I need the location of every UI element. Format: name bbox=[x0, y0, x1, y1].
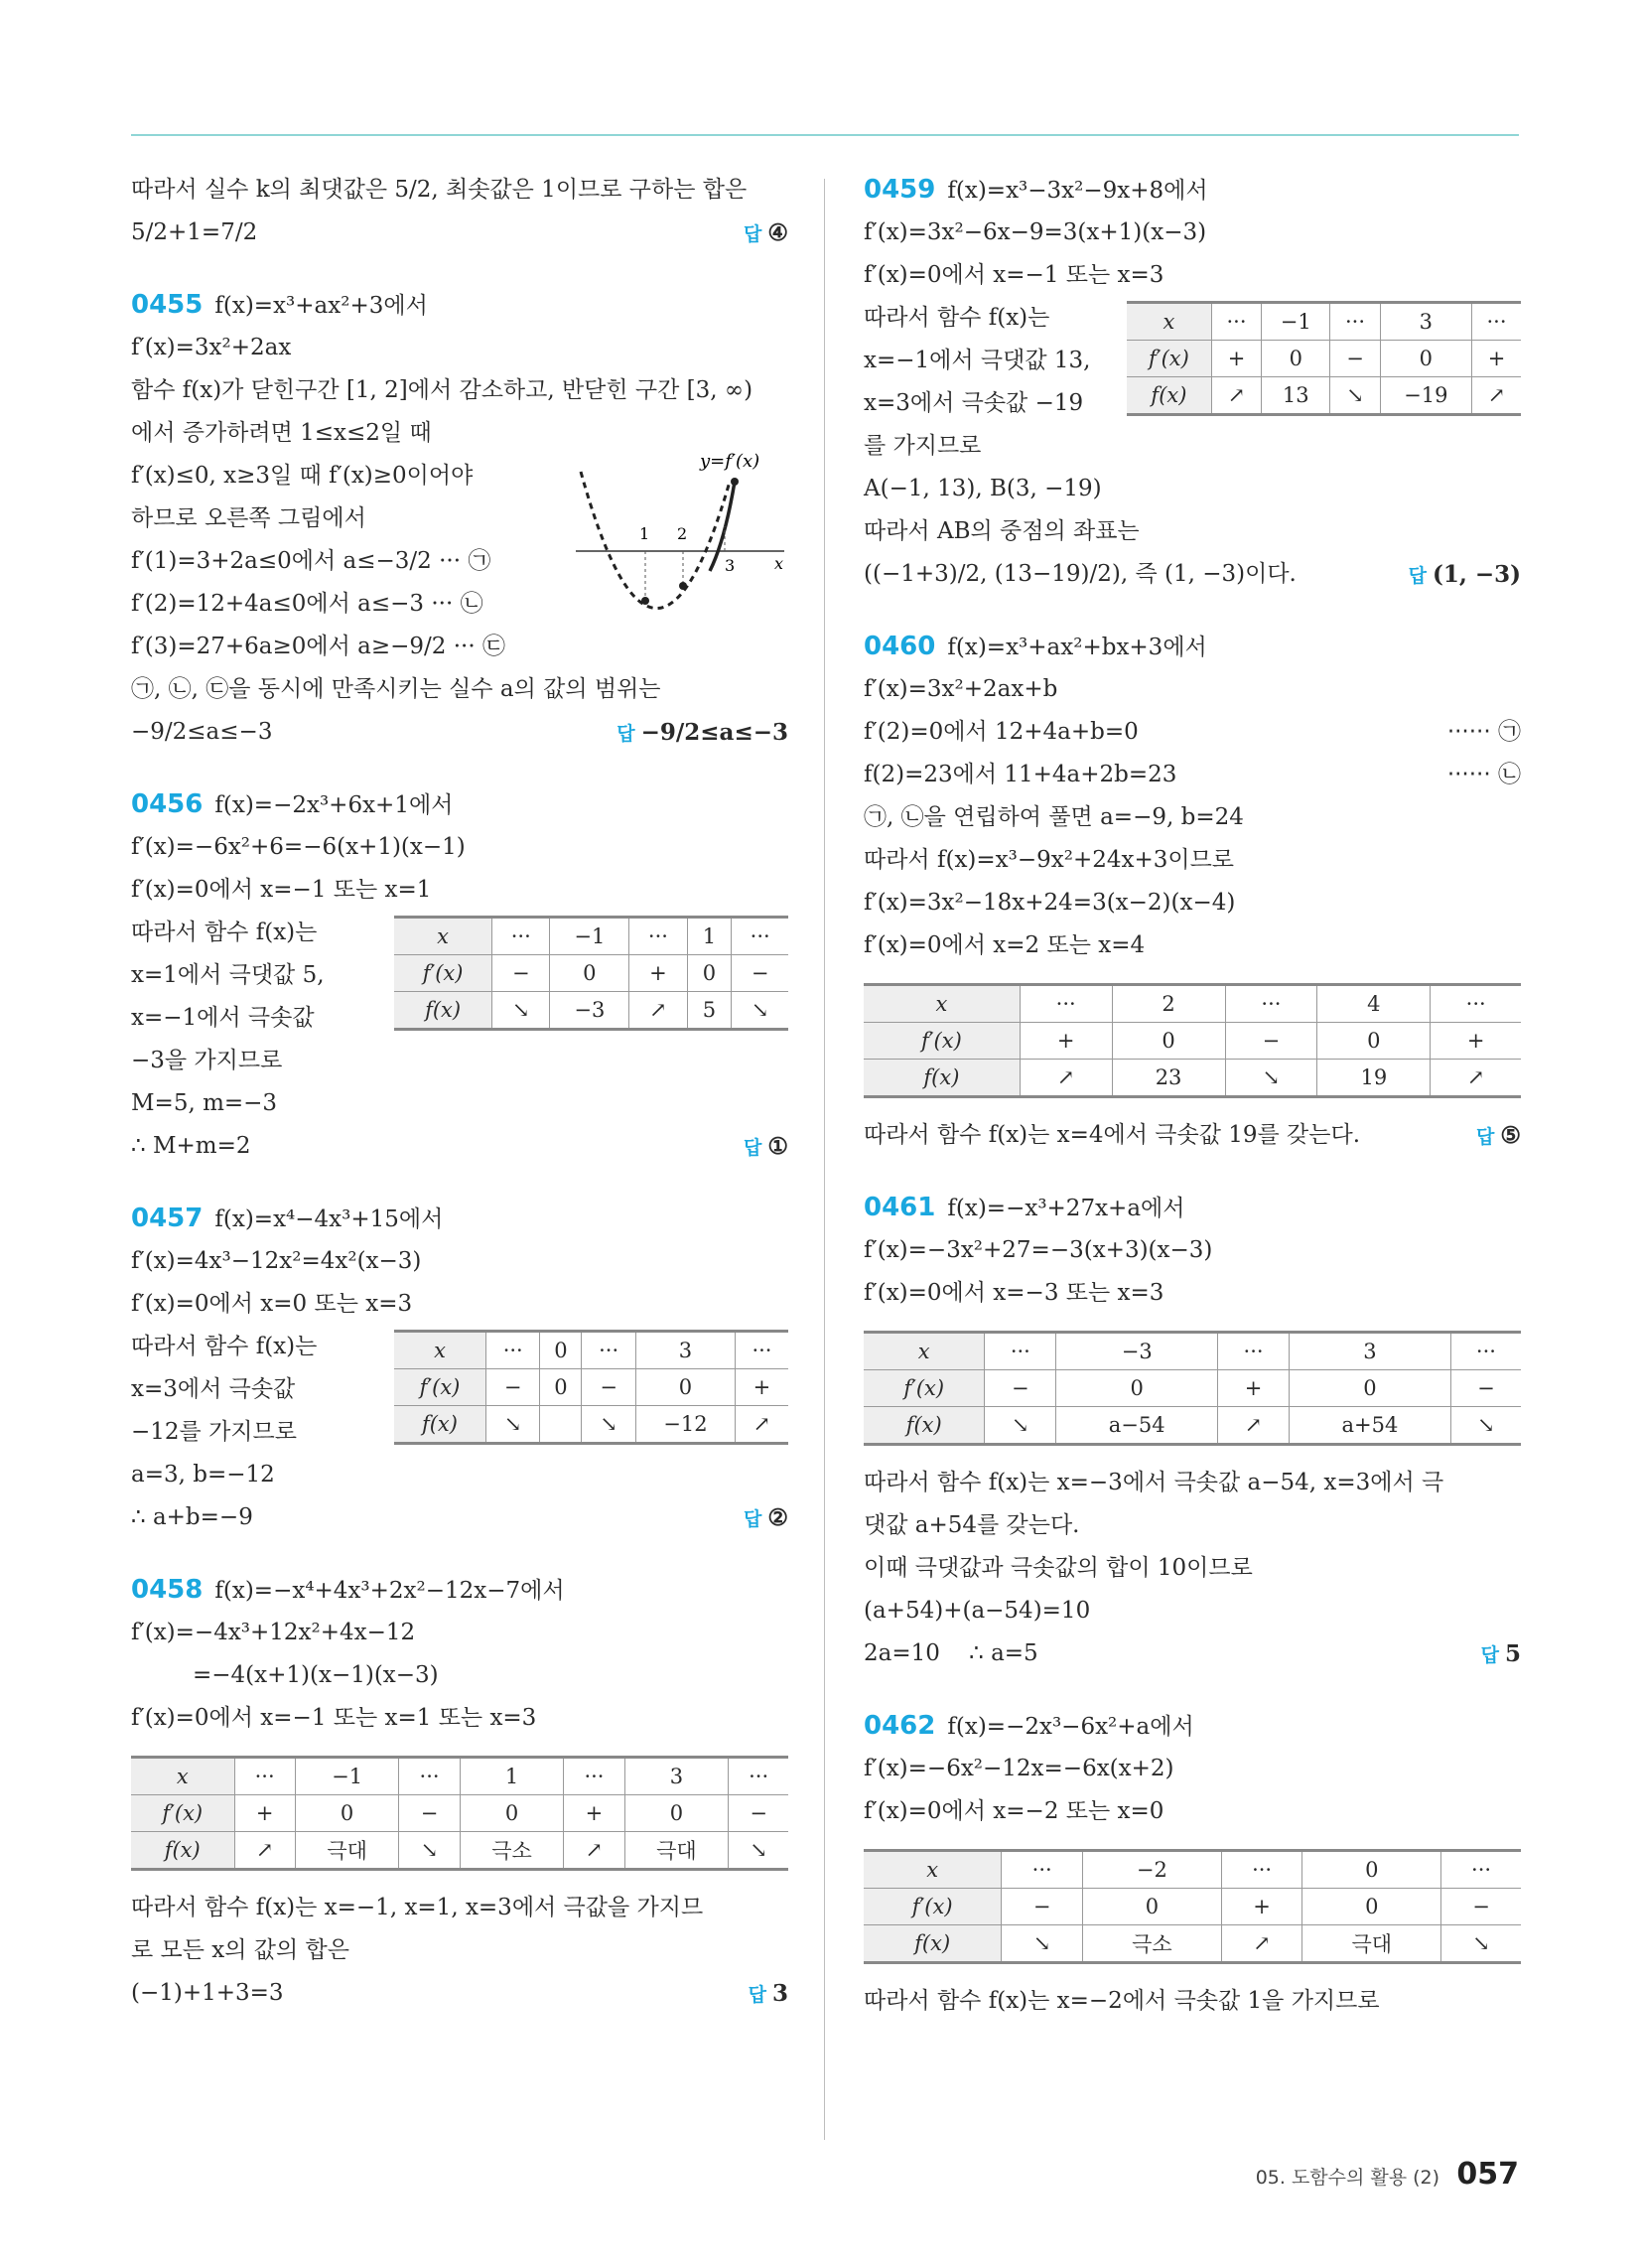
table-cell: 13 bbox=[1262, 377, 1330, 415]
table-row bbox=[394, 1369, 788, 1406]
point bbox=[641, 597, 649, 605]
table-row bbox=[864, 1060, 1521, 1097]
table-row-header: f′(x) bbox=[131, 1795, 234, 1832]
answer-value: 5 bbox=[1504, 1640, 1521, 1667]
table-cell: ··· bbox=[1472, 303, 1521, 341]
table-cell: ··· bbox=[735, 1332, 788, 1369]
table-cell: ↘ bbox=[732, 992, 788, 1030]
table-cell: ↘ bbox=[399, 1832, 460, 1870]
answer bbox=[1409, 553, 1521, 598]
table-cell: ↘ bbox=[1330, 377, 1380, 415]
table-cell: ··· bbox=[582, 1332, 635, 1369]
table-cell: 0 bbox=[635, 1369, 735, 1406]
table-cell: + bbox=[1211, 341, 1261, 377]
text-line: 따라서 AB의 중점의 좌표는 bbox=[864, 518, 1140, 544]
table-row bbox=[864, 1407, 1521, 1445]
table-cell: ↗ bbox=[1472, 377, 1521, 415]
text-line: f′(x)=0에서 x=−2 또는 x=0 bbox=[864, 1798, 1164, 1824]
answer-label: 답 bbox=[1480, 1644, 1499, 1666]
problem-0459-block bbox=[864, 297, 1521, 468]
table-row bbox=[394, 918, 788, 955]
table-cell: ↘ bbox=[985, 1407, 1056, 1445]
problem-0456-block bbox=[131, 912, 788, 1168]
table-row-header: f(x) bbox=[1127, 377, 1211, 415]
text-line: (a+54)+(a−54)=10 bbox=[864, 1598, 1091, 1624]
text-line: 따라서 f(x)=x³−9x²+24x+3이므로 bbox=[864, 847, 1235, 873]
table-cell: 극소 bbox=[1083, 1925, 1222, 1963]
problem-0458-heading bbox=[131, 1569, 788, 1612]
table-cell: − bbox=[732, 955, 788, 992]
curve-dashed bbox=[581, 472, 730, 609]
table-cell: 0 bbox=[1289, 1370, 1450, 1407]
table-cell: ··· bbox=[399, 1758, 460, 1795]
table-cell: ↗ bbox=[1218, 1407, 1290, 1445]
text-line: 를 가지므로 bbox=[864, 433, 982, 459]
text-line bbox=[131, 1496, 788, 1539]
table-cell: − bbox=[1225, 1023, 1317, 1060]
table-row-header: f′(x) bbox=[394, 955, 492, 992]
text-line: f′(x)=0에서 x=−3 또는 x=3 bbox=[864, 1280, 1164, 1306]
table-row bbox=[864, 1023, 1521, 1060]
table-row-header: x bbox=[864, 985, 1020, 1023]
table-row bbox=[131, 1758, 788, 1795]
text-line: f(x)=−x⁴+4x³+2x²−12x−7에서 bbox=[214, 1578, 565, 1604]
page-number: 057 bbox=[1456, 2157, 1519, 2192]
table-cell: − bbox=[485, 1369, 539, 1406]
table-cell: ··· bbox=[564, 1758, 624, 1795]
table-cell: − bbox=[1330, 341, 1380, 377]
table-row-header: f(x) bbox=[131, 1832, 234, 1870]
table-cell: ↘ bbox=[1450, 1407, 1521, 1445]
answer bbox=[1476, 1114, 1521, 1159]
text-line: 따라서 실수 k의 최댓값은 5/2, 최솟값은 1이므로 구하는 합은 bbox=[131, 177, 748, 203]
table-cell: ··· bbox=[234, 1758, 295, 1795]
problem-0460-heading bbox=[864, 626, 1521, 668]
point bbox=[731, 478, 739, 486]
axis-label: x bbox=[774, 554, 784, 573]
table-cell: ··· bbox=[1431, 985, 1521, 1023]
table-row-header: x bbox=[394, 1332, 485, 1369]
table-cell: ↘ bbox=[729, 1832, 788, 1870]
table-cell: 0 bbox=[1302, 1889, 1441, 1925]
table-cell: −12 bbox=[635, 1406, 735, 1444]
chapter-title: 05. 도함수의 활용 (2) bbox=[1255, 2167, 1440, 2189]
table-row bbox=[1127, 377, 1521, 415]
table-cell: ↘ bbox=[492, 992, 550, 1030]
table-cell: 0 bbox=[1056, 1370, 1218, 1407]
text-line: x=1에서 극댓값 5, bbox=[131, 962, 325, 988]
text-line: f′(x)=−3x²+27=−3(x+3)(x−3) bbox=[864, 1237, 1213, 1263]
page-footer bbox=[1256, 2157, 1519, 2192]
problem-number: 0457 bbox=[131, 1204, 204, 1233]
answer-value: ⑤ bbox=[1500, 1122, 1521, 1149]
text-line bbox=[131, 1125, 788, 1168]
table-cell: − bbox=[582, 1369, 635, 1406]
table-cell: 1 bbox=[687, 918, 732, 955]
text-line: −12를 가지므로 bbox=[131, 1419, 297, 1445]
table-cell: 3 bbox=[1380, 303, 1471, 341]
table-cell: 극소 bbox=[460, 1832, 564, 1870]
equation: ∴ a+b=−9 bbox=[131, 1504, 253, 1530]
table-cell: − bbox=[399, 1795, 460, 1832]
text-line: f′(x)=4x³−12x²=4x²(x−3) bbox=[131, 1248, 422, 1274]
table-row-header: x bbox=[864, 1851, 1002, 1889]
table-cell: 0 bbox=[295, 1795, 399, 1832]
table-row-header: f′(x) bbox=[864, 1023, 1020, 1060]
table-row bbox=[864, 1851, 1521, 1889]
table-cell: 3 bbox=[1289, 1333, 1450, 1370]
table-cell: + bbox=[1221, 1889, 1302, 1925]
table-cell: ··· bbox=[1002, 1851, 1083, 1889]
variation-table bbox=[864, 1849, 1521, 1964]
text-line: f′(x)=0에서 x=2 또는 x=4 bbox=[864, 932, 1146, 958]
answer-label: 답 bbox=[744, 1508, 762, 1530]
table-row-header: x bbox=[864, 1333, 985, 1370]
table-cell bbox=[540, 1406, 582, 1444]
table-row-header: x bbox=[394, 918, 492, 955]
problem-0457-heading bbox=[131, 1198, 788, 1240]
text-line: ㉠, ㉡, ㉢을 동시에 만족시키는 실수 a의 값의 범위는 bbox=[131, 676, 661, 702]
text-line: f(x)=−2x³+6x+1에서 bbox=[214, 792, 454, 818]
answer bbox=[616, 711, 788, 756]
table-cell: ↘ bbox=[582, 1406, 635, 1444]
problem-number: 0460 bbox=[864, 632, 936, 661]
text-line: f(x)=x³−3x²−9x+8에서 bbox=[947, 178, 1208, 204]
table-cell: 0 bbox=[1317, 1023, 1431, 1060]
table-cell: ↗ bbox=[564, 1832, 624, 1870]
table-cell: ↘ bbox=[485, 1406, 539, 1444]
text-line: f′(x)=−4x³+12x²+4x−12 bbox=[131, 1620, 416, 1645]
table-cell: ··· bbox=[492, 918, 550, 955]
table-row-header: f(x) bbox=[864, 1925, 1002, 1963]
problem-number: 0459 bbox=[864, 175, 936, 205]
equation: 5/2+1=7/2 bbox=[131, 219, 258, 245]
text-line: 따라서 함수 f(x)는 x=−3에서 극솟값 a−54, x=3에서 극 bbox=[864, 1470, 1444, 1495]
table-cell: −1 bbox=[295, 1758, 399, 1795]
table-cell: 0 bbox=[1380, 341, 1471, 377]
text-line: 따라서 함수 f(x)는 x=−2에서 극솟값 1을 가지므로 bbox=[864, 1988, 1380, 2014]
table-cell: 19 bbox=[1317, 1060, 1431, 1097]
table-cell: + bbox=[234, 1795, 295, 1832]
problem-0461-heading bbox=[864, 1187, 1521, 1229]
table-cell: ↗ bbox=[1431, 1060, 1521, 1097]
table-cell: 0 bbox=[1083, 1889, 1222, 1925]
answer bbox=[744, 212, 788, 256]
table-row bbox=[864, 1370, 1521, 1407]
text-line: f′(x)≤0, x≥3일 때 f′(x)≥0이어야 bbox=[131, 463, 474, 489]
text-line: f′(x)=0에서 x=0 또는 x=3 bbox=[131, 1291, 413, 1317]
text-line bbox=[864, 711, 1521, 754]
table-cell: 3 bbox=[635, 1332, 735, 1369]
text-line: 댓값 a+54를 갖는다. bbox=[864, 1512, 1080, 1538]
text-line bbox=[131, 212, 788, 254]
table-cell: 3 bbox=[624, 1758, 729, 1795]
variation-table bbox=[394, 916, 788, 1031]
table-row-header: f′(x) bbox=[1127, 341, 1211, 377]
table-cell: ↗ bbox=[735, 1406, 788, 1444]
table-cell: −1 bbox=[550, 918, 629, 955]
table-cell: 0 bbox=[540, 1369, 582, 1406]
table-cell: ··· bbox=[1020, 985, 1112, 1023]
text-line: A(−1, 13), B(3, −19) bbox=[864, 476, 1102, 501]
answer-label: 답 bbox=[744, 223, 762, 245]
table-cell: 1 bbox=[460, 1758, 564, 1795]
table-cell: + bbox=[564, 1795, 624, 1832]
answer-value: (1, −3) bbox=[1432, 561, 1521, 588]
variation-table bbox=[864, 983, 1521, 1098]
table-row bbox=[864, 985, 1521, 1023]
table-cell: −1 bbox=[1262, 303, 1330, 341]
problem-number: 0462 bbox=[864, 1711, 936, 1741]
table-cell: ··· bbox=[485, 1332, 539, 1369]
text-line bbox=[864, 754, 1521, 796]
table-cell: ··· bbox=[1330, 303, 1380, 341]
table-cell: 23 bbox=[1112, 1060, 1225, 1097]
table-row-header: f′(x) bbox=[864, 1889, 1002, 1925]
table-cell: 0 bbox=[624, 1795, 729, 1832]
table-row bbox=[394, 992, 788, 1030]
text-line: 에서 증가하려면 1≤x≤2일 때 bbox=[131, 420, 432, 446]
answer-value: −9/2≤a≤−3 bbox=[640, 719, 788, 746]
table-row bbox=[864, 1925, 1521, 1963]
text-line: f′(2)=12+4a≤0에서 a≤−3 ··· ㉡ bbox=[131, 591, 483, 617]
table-row-header: f(x) bbox=[864, 1407, 985, 1445]
table-cell: −3 bbox=[550, 992, 629, 1030]
table-cell: ··· bbox=[1218, 1333, 1290, 1370]
text-line: x=−1에서 극댓값 13, bbox=[864, 348, 1091, 373]
text-line: f(x)=−2x³−6x²+a에서 bbox=[947, 1714, 1194, 1740]
table-cell: + bbox=[735, 1369, 788, 1406]
text-line: 따라서 함수 f(x)는 bbox=[131, 1334, 318, 1359]
text-line: 따라서 함수 f(x)는 bbox=[131, 920, 318, 945]
table-cell: − bbox=[985, 1370, 1056, 1407]
variation-table bbox=[131, 1756, 788, 1871]
equation: f(2)=23에서 11+4a+2b=23 bbox=[864, 762, 1177, 787]
table-row-header: x bbox=[1127, 303, 1211, 341]
text-line: f′(x)=0에서 x=−1 또는 x=1 또는 x=3 bbox=[131, 1705, 537, 1731]
text-line bbox=[864, 553, 1521, 596]
column-divider bbox=[824, 179, 825, 2140]
table-cell: a+54 bbox=[1289, 1407, 1450, 1445]
text-line: x=3에서 극솟값 bbox=[131, 1376, 296, 1402]
text-line: 함수 f(x)가 닫힌구간 [1, 2]에서 감소하고, 반닫힌 구간 [3, ∞) bbox=[131, 377, 753, 403]
text-line: a=3, b=−12 bbox=[131, 1462, 275, 1488]
problem-0457-block bbox=[131, 1326, 788, 1539]
problem-number: 0455 bbox=[131, 290, 204, 320]
equation: f′(2)=0에서 12+4a+b=0 bbox=[864, 719, 1139, 745]
table-row bbox=[864, 1889, 1521, 1925]
text-line: 따라서 함수 f(x)는 x=−1, x=1, x=3에서 극값을 가지므 bbox=[131, 1895, 704, 1920]
table-row bbox=[394, 1406, 788, 1444]
text-line: 하므로 오른쪽 그림에서 bbox=[131, 505, 366, 531]
table-cell: + bbox=[1020, 1023, 1112, 1060]
text-line: ㉠, ㉡을 연립하여 풀면 a=−9, b=24 bbox=[864, 804, 1244, 830]
table-row bbox=[864, 1333, 1521, 1370]
text-line: f′(x)=3x²+2ax bbox=[131, 335, 292, 360]
table-cell: ↗ bbox=[1020, 1060, 1112, 1097]
table-cell: + bbox=[629, 955, 687, 992]
equation: 2a=10 ∴ a=5 bbox=[864, 1640, 1038, 1666]
equation-mark: ······ ㉡ bbox=[1446, 762, 1521, 787]
table-cell: ··· bbox=[629, 918, 687, 955]
table-cell: −3 bbox=[1056, 1333, 1218, 1370]
variation-table bbox=[864, 1331, 1521, 1446]
answer-value: ④ bbox=[767, 219, 788, 246]
table-cell: + bbox=[1218, 1370, 1290, 1407]
table-row bbox=[1127, 341, 1521, 377]
text-line: 이때 극댓값과 극솟값의 합이 10이므로 bbox=[864, 1555, 1253, 1581]
table-cell: 0 bbox=[687, 955, 732, 992]
text-line: M=5, m=−3 bbox=[131, 1090, 278, 1116]
text-line: f′(x)=0에서 x=−1 또는 x=1 bbox=[131, 877, 432, 903]
text-line: 따라서 함수 f(x)는 bbox=[864, 305, 1050, 331]
table-cell: ··· bbox=[1225, 985, 1317, 1023]
table-row bbox=[394, 1332, 788, 1369]
text-line: f′(x)=3x²+2ax+b bbox=[864, 676, 1058, 702]
table-cell: ··· bbox=[1221, 1851, 1302, 1889]
table-cell: 0 bbox=[550, 955, 629, 992]
variation-table bbox=[1127, 301, 1521, 416]
tick-label: 1 bbox=[639, 524, 650, 543]
text-line: −3을 가지므로 bbox=[131, 1048, 283, 1073]
table-cell: − bbox=[729, 1795, 788, 1832]
table-cell: − bbox=[1002, 1889, 1083, 1925]
equation: 따라서 함수 f(x)는 x=4에서 극솟값 19를 갖는다. bbox=[864, 1122, 1361, 1148]
table-cell: ··· bbox=[729, 1758, 788, 1795]
problem-0459-heading bbox=[864, 169, 1521, 212]
answer-label: 답 bbox=[616, 723, 635, 745]
table-cell: ··· bbox=[1450, 1333, 1521, 1370]
text-line bbox=[131, 1972, 788, 2015]
table-row-header: f(x) bbox=[394, 992, 492, 1030]
problem-0456-heading bbox=[131, 783, 788, 826]
answer-label: 답 bbox=[1408, 565, 1427, 587]
table-cell: ↘ bbox=[1002, 1925, 1083, 1963]
equation: ((−1+3)/2, (13−19)/2), 즉 (1, −3)이다. bbox=[864, 561, 1297, 587]
derivative-graph bbox=[437, 283, 794, 631]
table-row bbox=[131, 1832, 788, 1870]
answer-value: 3 bbox=[771, 1980, 788, 2007]
table-cell: 5 bbox=[687, 992, 732, 1030]
table-cell: − bbox=[1441, 1889, 1521, 1925]
table-cell: 0 bbox=[460, 1795, 564, 1832]
problem-0462-heading bbox=[864, 1705, 1521, 1748]
text-line: f′(x)=−6x²−12x=−6x(x+2) bbox=[864, 1756, 1174, 1781]
table-row-header: x bbox=[131, 1758, 234, 1795]
table-cell: 극대 bbox=[1302, 1925, 1441, 1963]
table-cell: ↘ bbox=[1225, 1060, 1317, 1097]
point bbox=[679, 582, 687, 590]
table-cell: 극대 bbox=[295, 1832, 399, 1870]
table-cell: ··· bbox=[1441, 1851, 1521, 1889]
table-row-header: f(x) bbox=[394, 1406, 485, 1444]
table-cell: + bbox=[1431, 1023, 1521, 1060]
table-cell: 0 bbox=[1302, 1851, 1441, 1889]
table-cell: a−54 bbox=[1056, 1407, 1218, 1445]
table-cell: −19 bbox=[1380, 377, 1471, 415]
table-cell: 0 bbox=[540, 1332, 582, 1369]
text-line: x=3에서 극솟값 −19 bbox=[864, 390, 1084, 416]
table-cell: ↗ bbox=[1221, 1925, 1302, 1963]
table-row-header: f′(x) bbox=[394, 1369, 485, 1406]
table-cell: 0 bbox=[1262, 341, 1330, 377]
text-line: f′(x)=3x²−18x+24=3(x−2)(x−4) bbox=[864, 890, 1236, 916]
text-line: f′(3)=27+6a≥0에서 a≥−9/2 ··· ㉢ bbox=[131, 634, 505, 659]
text-line: x=−1에서 극솟값 bbox=[131, 1005, 315, 1031]
answer-label: 답 bbox=[748, 1984, 766, 2006]
answer-value: ② bbox=[767, 1504, 788, 1531]
equation: −9/2≤a≤−3 bbox=[131, 719, 273, 745]
text-line: f(x)=x³+ax²+bx+3에서 bbox=[947, 635, 1207, 660]
table-cell: 0 bbox=[1112, 1023, 1225, 1060]
answer bbox=[744, 1125, 788, 1170]
answer-label: 답 bbox=[744, 1137, 762, 1159]
table-row bbox=[131, 1795, 788, 1832]
table-row-header: f(x) bbox=[864, 1060, 1020, 1097]
problem-number: 0456 bbox=[131, 789, 204, 819]
table-cell: ↗ bbox=[234, 1832, 295, 1870]
text-line bbox=[864, 1632, 1521, 1675]
table-cell: ··· bbox=[1211, 303, 1261, 341]
table-cell: −2 bbox=[1083, 1851, 1222, 1889]
tick-label: 2 bbox=[677, 524, 688, 543]
text-line: f′(x)=0에서 x=−1 또는 x=3 bbox=[864, 262, 1164, 288]
right-column bbox=[864, 169, 1521, 2023]
table-cell: ↘ bbox=[1441, 1925, 1521, 1963]
equation: ∴ M+m=2 bbox=[131, 1133, 251, 1159]
table-row-header: f′(x) bbox=[864, 1370, 985, 1407]
answer-value: ① bbox=[767, 1133, 788, 1160]
variation-table bbox=[394, 1330, 788, 1445]
table-row bbox=[1127, 303, 1521, 341]
table-cell: 2 bbox=[1112, 985, 1225, 1023]
answer bbox=[744, 1496, 788, 1541]
graph-label: y=f′(x) bbox=[700, 451, 760, 472]
text-line: f(x)=−x³+27x+a에서 bbox=[947, 1196, 1185, 1221]
equation: (−1)+1+3=3 bbox=[131, 1980, 284, 2006]
answer-label: 답 bbox=[1476, 1126, 1495, 1148]
table-cell: + bbox=[1472, 341, 1521, 377]
table-cell: ··· bbox=[985, 1333, 1056, 1370]
tick-label: 3 bbox=[725, 556, 736, 575]
answer bbox=[1481, 1632, 1521, 1677]
header-rule bbox=[131, 134, 1519, 136]
table-cell: − bbox=[1450, 1370, 1521, 1407]
text-line: =−4(x+1)(x−1)(x−3) bbox=[193, 1662, 439, 1688]
table-cell: 극대 bbox=[624, 1832, 729, 1870]
text-line: f(x)=x⁴−4x³+15에서 bbox=[214, 1206, 444, 1232]
table-cell: ↗ bbox=[629, 992, 687, 1030]
table-cell: ··· bbox=[732, 918, 788, 955]
text-line: f(x)=x³+ax²+3에서 bbox=[214, 293, 428, 319]
table-cell: ↗ bbox=[1211, 377, 1261, 415]
problem-number: 0458 bbox=[131, 1575, 204, 1605]
text-line bbox=[864, 1114, 1521, 1157]
answer bbox=[749, 1972, 788, 2017]
text-line: f′(x)=−6x²+6=−6(x+1)(x−1) bbox=[131, 834, 466, 860]
table-cell: 4 bbox=[1317, 985, 1431, 1023]
text-line: 로 모든 x의 값의 합은 bbox=[131, 1937, 349, 1963]
problem-number: 0461 bbox=[864, 1193, 936, 1222]
equation-mark: ······ ㉠ bbox=[1446, 719, 1521, 745]
table-cell: − bbox=[492, 955, 550, 992]
table-row bbox=[394, 955, 788, 992]
text-line bbox=[131, 711, 788, 754]
text-line: f′(x)=3x²−6x−9=3(x+1)(x−3) bbox=[864, 219, 1207, 245]
text-line: f′(1)=3+2a≤0에서 a≤−3/2 ··· ㉠ bbox=[131, 548, 491, 574]
